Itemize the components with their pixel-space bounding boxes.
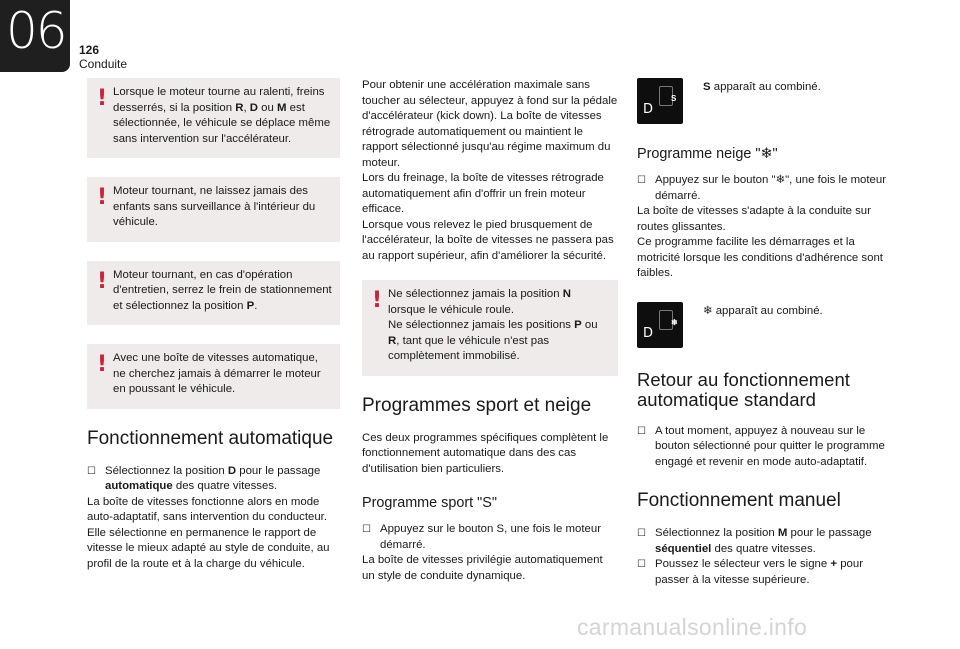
- watermark: carmanualsonline.info: [577, 614, 808, 640]
- snow-body: La boîte de vitesses s'adapte à la conduite sur routes glissantes. Ce programme facilite les démarrages et la motricité lorsque les conditions d'adhérence sont faibles.: [637, 205, 883, 279]
- gear-letter: D: [643, 325, 654, 341]
- bullet-marker-icon: ☐: [87, 465, 96, 477]
- warning-box: [87, 344, 340, 409]
- bold-text: P: [246, 299, 255, 312]
- bold-text: R: [235, 101, 244, 114]
- heading-sport: Programme sport "S": [362, 495, 497, 511]
- text-run: des quatre vitesses.: [172, 480, 278, 492]
- heading-manual: Fonctionnement manuel: [637, 490, 841, 511]
- column-1: [87, 78, 340, 572]
- snow-cluster-text: ❄ apparaît au combiné.: [703, 304, 823, 317]
- intro-paragraph-3: Lorsque vous relevez le pied brusquement de l'accélérateur, la boîte de vitesses ne passera pas au rapport supérieur, afin d'améliorer la sécurité.: [362, 218, 614, 262]
- heading-automatic: Fonctionnement automatique: [87, 427, 334, 449]
- bold-text: séquentiel: [655, 542, 712, 555]
- column-3: [637, 78, 887, 588]
- sport-cluster-row: [637, 78, 887, 126]
- intro-paragraph-1: Pour obtenir une accélération maximale sans toucher au sélecteur, appuyez à fond sur la pédale d'accélérateur (kick down). La boîte de vitesses rétrograde automatiquement ou maintient le rapport sélectionné jusqu'au régime maximum du moteur.: [362, 79, 618, 169]
- text-run: ou: [258, 101, 278, 114]
- bullet-text: [655, 558, 863, 586]
- body-automatic: La boîte de vitesses fonctionne alors en mode auto-adaptatif, sans intervention du conducteur. Elle sélectionne en permanence le rapport de vitesse le mieux adapté au style de conduite, au profil de la route et à la charge du véhicule.: [87, 495, 330, 570]
- text-run: .: [254, 299, 258, 312]
- intro-paragraph-2: Lors du freinage, la boîte de vitesses rétrograde automatiquement afin d'offrir un frein moteur efficace.: [362, 172, 604, 215]
- bullet-manual-1: [637, 526, 887, 557]
- bullet-marker-icon: ☐: [637, 559, 646, 570]
- text-run: Avec une boîte de vitesses automatique, ne cherchez jamais à démarrer le moteur en poussant le véhicule.: [113, 352, 321, 395]
- text-run: Sélectionnez la position: [105, 464, 228, 477]
- heading-programs: Programmes sport et neige: [362, 394, 592, 416]
- warning-text: [113, 268, 332, 315]
- column-2: [362, 78, 618, 584]
- text-run: Lorsque le moteur tourne au ralenti, freins desserrés, si la position: [113, 86, 325, 114]
- text-run: ,: [243, 101, 250, 114]
- sport-text: apparaît au combiné.: [710, 81, 821, 93]
- warning-text-b: [388, 318, 610, 365]
- bullet-text: A tout moment, appuyez à nouveau sur le bouton sélectionné pour quitter le programme engagé et revenir en mode auto-adaptatif.: [655, 424, 885, 468]
- warning-text: [113, 184, 332, 231]
- sport-cluster-text: [703, 80, 821, 95]
- chapter-number: 06: [6, 2, 66, 60]
- warning-text-a: [388, 287, 610, 318]
- text-run: Moteur tournant, ne laissez jamais des enfants sans surveillance à l'intérieur du véhicule.: [113, 185, 316, 228]
- page-number: 126: [79, 43, 100, 57]
- warning-neutral: [362, 280, 618, 376]
- bullet-marker-icon: ☐: [362, 524, 371, 535]
- snow-cluster-row: [637, 302, 887, 350]
- text-run: pour passer à la vitesse supérieure.: [655, 558, 864, 586]
- bold-text: +: [830, 558, 838, 570]
- text-run: Ne sélectionnez jamais les positions: [388, 319, 575, 331]
- snow-mark: ❄: [671, 317, 678, 327]
- bullet-marker-icon: ☐: [637, 175, 646, 186]
- warning-box: [87, 261, 340, 326]
- bold-text: D: [227, 464, 237, 477]
- warning-icon: !: [97, 185, 108, 210]
- text-run: Poussez le sélecteur vers le signe: [655, 558, 831, 570]
- chapter-tab: [0, 0, 70, 72]
- warning-box: [87, 78, 340, 158]
- bold-text: M: [277, 101, 287, 114]
- warning-icon: !: [97, 352, 108, 377]
- warning-text: [113, 351, 332, 398]
- warning-icon: !: [97, 86, 108, 111]
- bullet-marker-icon: ☐: [637, 425, 646, 437]
- bullet-text: [105, 465, 320, 493]
- programs-body: Ces deux programmes spécifiques complètent le fonctionnement automatique dans des cas d'utilisation bien particuliers.: [362, 431, 609, 475]
- text-run: est sélectionnée, le véhicule se déplace même sans intervention sur l'accélérateur.: [113, 101, 331, 145]
- text-run: pour le passage: [236, 464, 321, 477]
- warning-icon: !: [97, 268, 108, 294]
- warnings-list: [87, 78, 340, 409]
- heading-return: Retour au fonctionnement automatique standard: [637, 368, 850, 410]
- bold-text: P: [574, 319, 582, 331]
- text-run: Moteur tournant, en cas d'opération d'entretien, serrez le frein de stationnement et sélectionnez la position: [113, 268, 332, 312]
- bullet-text: Appuyez sur le bouton "❄", une fois le moteur démarré.: [655, 174, 887, 202]
- bullet-text: Appuyez sur le bouton S, une fois le moteur démarré.: [380, 523, 601, 551]
- bullet-sport: [362, 522, 618, 553]
- warning-box: [87, 177, 340, 242]
- sport-mark: S: [671, 94, 677, 103]
- bold-text: D: [249, 101, 259, 114]
- sport-body: La boîte de vitesses privilégie automatiquement un style de conduite dynamique.: [362, 554, 603, 582]
- heading-snow: Programme neige "❄": [637, 146, 778, 162]
- bullet-text: [655, 527, 872, 555]
- sport-key: S: [703, 81, 711, 93]
- instrument-cluster-snow: [637, 302, 683, 348]
- gear-letter: D: [643, 102, 654, 117]
- bullet-marker-icon: ☐: [637, 528, 646, 539]
- bold-text: M: [777, 527, 788, 539]
- bullet-automatic: [87, 464, 340, 495]
- text-run: lorsque le véhicule roule.: [388, 303, 515, 316]
- text-run: ou: [581, 319, 598, 331]
- warning-text: [113, 85, 332, 147]
- bullet-return: [637, 424, 887, 471]
- instrument-cluster-sport: [637, 78, 683, 124]
- bold-text: automatique: [105, 480, 173, 492]
- warning-icon: !: [372, 288, 383, 313]
- text-run: Sélectionnez la position: [655, 527, 778, 539]
- bold-text: N: [562, 288, 571, 300]
- section-name: Conduite: [79, 57, 128, 71]
- text-run: pour le passage: [787, 527, 872, 539]
- bold-text: R: [388, 334, 397, 347]
- text-run: , tant que le véhicule n'est pas complètement immobilisé.: [388, 334, 550, 362]
- text-run: des quatre vitesses.: [711, 542, 816, 555]
- bullet-snow: [637, 173, 887, 204]
- bullet-manual-2: [637, 557, 887, 588]
- text-run: Ne sélectionnez jamais la position: [388, 288, 563, 300]
